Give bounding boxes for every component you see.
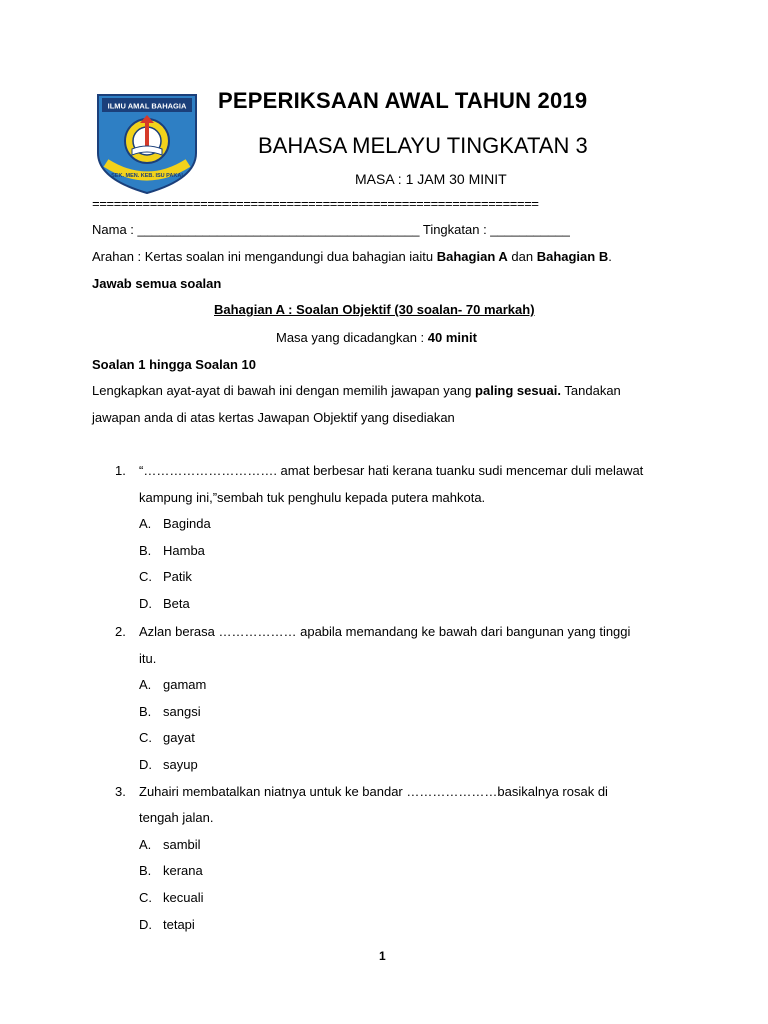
option-a [139, 516, 211, 532]
option-letter: A. [139, 516, 152, 531]
option-b [139, 863, 203, 879]
instruction-text-1: Lengkapkan ayat-ayat di bawah ini dengan memilih jawapan yang [92, 383, 476, 398]
option-letter: B. [139, 863, 152, 878]
option-a [139, 677, 206, 693]
option-letter: B. [139, 704, 152, 719]
section-heading: Bahagian A : Soalan Objektif (30 soalan- 70 markah) [214, 302, 535, 317]
option-letter: C. [139, 890, 152, 905]
subject-title: BAHASA MELAYU TINGKATAN 3 [258, 133, 588, 158]
option-text: kecuali [163, 890, 204, 905]
question-text: tengah jalan. [139, 810, 214, 825]
option-text: sambil [163, 837, 201, 852]
option-text: gayat [163, 730, 195, 745]
question-range: Soalan 1 hingga Soalan 10 [92, 357, 256, 372]
option-text: Baginda [163, 516, 211, 531]
question-text: Zuhairi membatalkan niatnya untuk ke bandar …………………basikalnya rosak di [139, 784, 608, 799]
exam-duration: MASA : 1 JAM 30 MINIT [355, 171, 507, 187]
instruction-bold: paling sesuai. [475, 383, 562, 398]
option-d [139, 757, 198, 773]
page-number: 1 [379, 949, 386, 963]
option-letter: C. [139, 569, 152, 584]
option-text: tetapi [163, 917, 195, 932]
option-text: sangsi [163, 704, 201, 719]
period-text: . [608, 249, 612, 264]
option-c [139, 890, 203, 906]
name-field-line: Nama : _______________________________________ Tingkatan : ___________ [92, 222, 570, 237]
suggested-time-label: Masa yang dicadangkan : [276, 330, 428, 345]
option-letter: A. [139, 837, 152, 852]
dan-text: dan [507, 249, 537, 264]
option-letter: B. [139, 543, 152, 558]
option-c [139, 569, 192, 585]
question-number: 1. [115, 463, 126, 478]
separator-rule: ============================================================== [92, 197, 539, 212]
option-letter: D. [139, 596, 152, 611]
option-b [139, 543, 205, 559]
option-letter: D. [139, 757, 152, 772]
suggested-time-line [276, 330, 477, 346]
option-text: gamam [163, 677, 207, 692]
option-d [139, 596, 190, 612]
logo-school-text: SEK. MEN. KEB. ISU PAKAI [111, 173, 183, 179]
question-text: itu. [139, 651, 157, 666]
bahagian-a-label: Bahagian A [436, 249, 508, 264]
instruction-line-1 [92, 383, 621, 399]
arahan-line [92, 249, 612, 265]
logo-motto-text: ILMU AMAL BAHAGIA [107, 101, 187, 111]
exam-title: PEPERIKSAAN AWAL TAHUN 2019 [218, 88, 588, 113]
option-text: Hamba [163, 543, 205, 558]
option-text: Beta [163, 596, 190, 611]
option-text: sayup [163, 757, 198, 772]
jawab-semua-soalan: Jawab semua soalan [92, 276, 222, 291]
question-text: kampung ini,”sembah tuk penghulu kepada putera mahkota. [139, 490, 486, 505]
instruction-line-2: jawapan anda di atas kertas Jawapan Objektif yang disediakan [92, 410, 455, 425]
school-logo [94, 93, 200, 195]
suggested-time-value: 40 minit [427, 330, 477, 345]
question-text: Azlan berasa ……………… apabila memandang ke bawah dari bangunan yang tinggi [139, 624, 631, 639]
instruction-text-2: Tandakan [561, 383, 621, 398]
bahagian-b-label: Bahagian B [536, 249, 609, 264]
option-a [139, 837, 201, 853]
question-number: 2. [115, 624, 126, 639]
arahan-text: Arahan : Kertas soalan ini mengandungi dua bahagian iaitu [92, 249, 437, 264]
option-text: kerana [163, 863, 203, 878]
question-number: 3. [115, 784, 126, 799]
option-c [139, 730, 195, 746]
option-text: Patik [163, 569, 192, 584]
option-letter: A. [139, 677, 152, 692]
option-letter: C. [139, 730, 152, 745]
option-d [139, 917, 195, 933]
option-b [139, 704, 201, 720]
option-letter: D. [139, 917, 152, 932]
question-text: “…………………………. amat berbesar hati kerana tuanku sudi mencemar duli melawat [139, 463, 644, 478]
